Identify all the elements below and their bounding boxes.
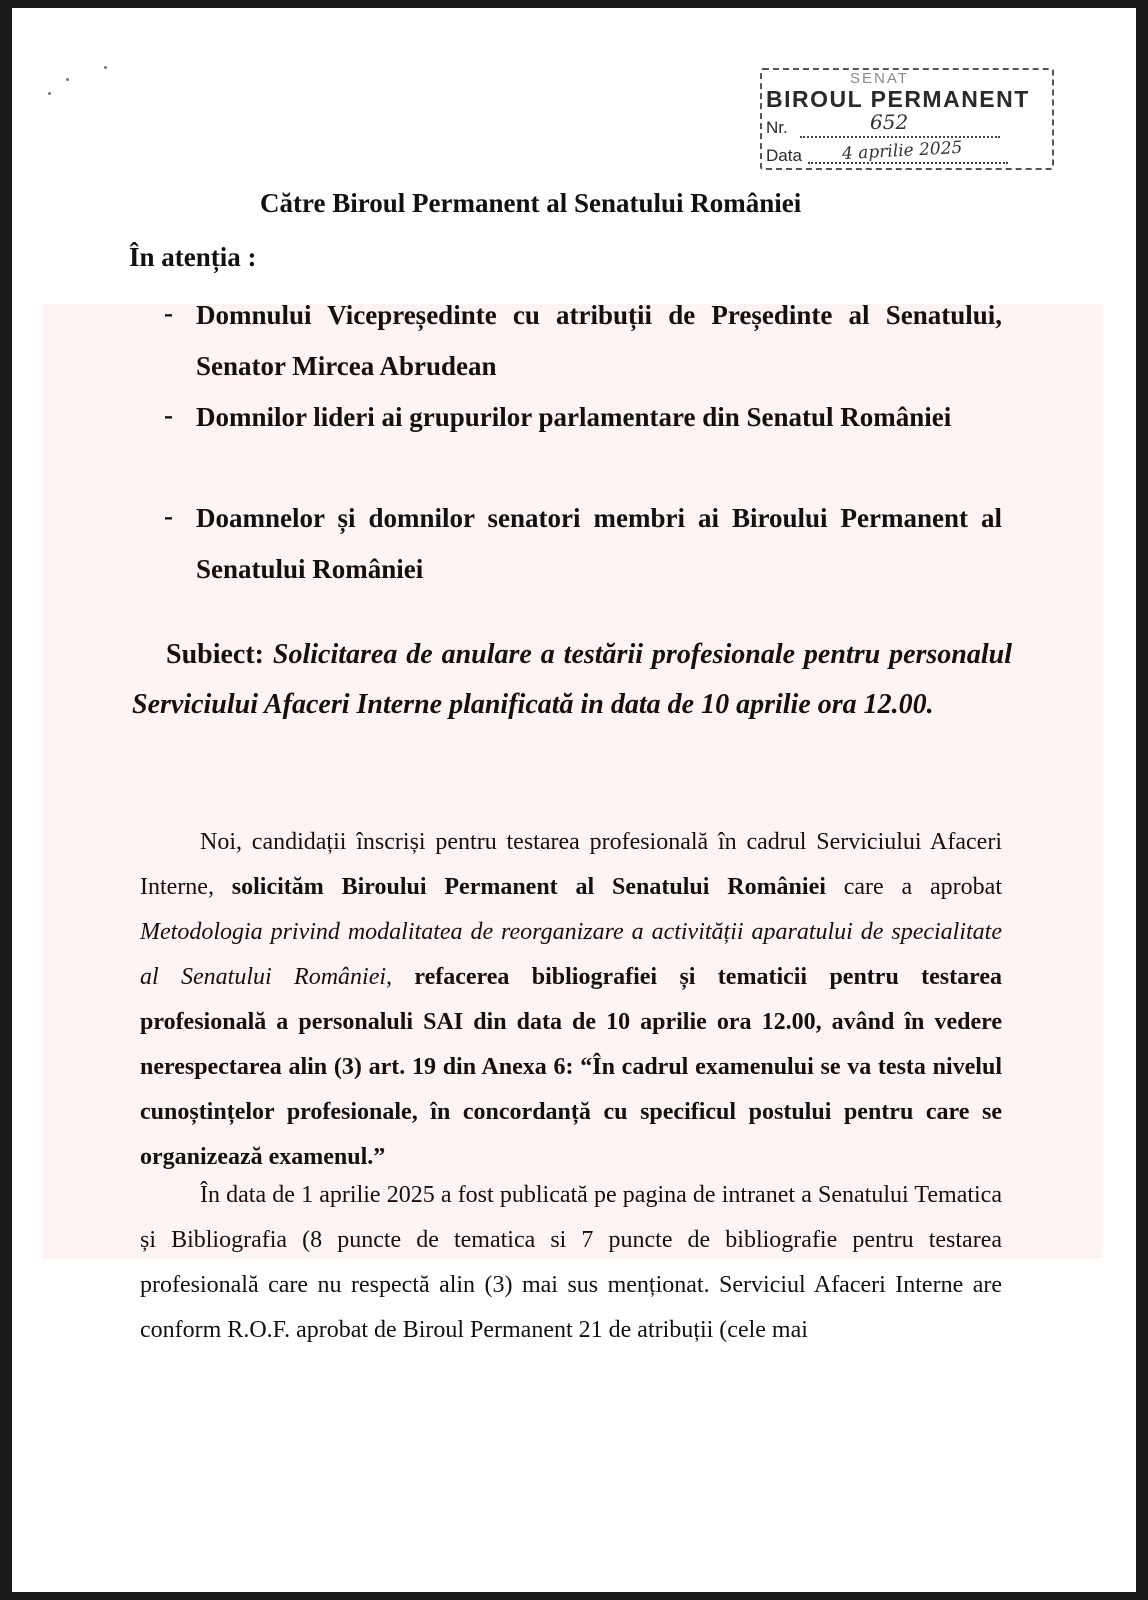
recipient-bullet: - [164, 400, 173, 430]
attention-label: În atenția : [129, 242, 257, 272]
recipient-bullet: - [164, 298, 173, 328]
registration-stamp [760, 58, 1056, 178]
recipient-bullet: - [164, 501, 173, 531]
stamp-date-label: Data [766, 146, 802, 165]
recipient-item: Doamnelor și domnilor senatori membri ai Biroului Permanent al Senatului României [196, 503, 1002, 584]
scan-speck [104, 66, 107, 69]
stamp-nr-label: Nr. [766, 118, 788, 137]
paragraph-request [140, 820, 1002, 1180]
paragraph-bold-text: refacerea bibliografiei și tematicii pentru testarea profesională a personaluli SAI din data de 10 aprilie ora 12.00, având în vedere nerespectarea alin (3) art. 19 din Anexa 6: “În cadrul examenului se va testa nivelul cunoștințelor profesionale, în concordanță cu specificul postului pentru care se organizează examenul.” [140, 964, 1002, 1170]
stamp-date-value: 4 aprilie 2025 [841, 137, 963, 165]
stamp-date-line [808, 162, 1008, 164]
stamp-nr-value: 652 [870, 110, 909, 134]
addressee-heading: Către Biroul Permanent al Senatului României [260, 188, 802, 218]
subject-text: Solicitarea de anulare a testării profesionale pentru personalul Serviciului Afaceri Interne planificată in data de 10 aprilie ora 12.00. [132, 639, 1013, 720]
paragraph-context: În data de 1 aprilie 2025 a fost publicată pe pagina de intranet a Senatului Tematica și Bibliografia (8 puncte de tematica si 7 puncte de bibliografie pentru testarea profesională care nu respectă alin (3) mai sus menționat. Serviciul Afaceri Interne are conform R.O.F. aprobat de Biroul Permanent 21 de atribuții (cele mai [140, 1182, 1002, 1343]
recipient-item: Domnului Vicepreședinte cu atribuții de Președinte al Senatului, Senator Mircea Abrudean [196, 300, 1002, 381]
paragraph-text: Noi, candidații înscriși pentru testarea profesională în cadrul Serviciului Afaceri Interne, [140, 829, 1002, 900]
subject-label: Subiect: [166, 639, 264, 670]
paragraph-text: care a aprobat [825, 874, 1002, 900]
recipient-item: Domnilor lideri ai grupurilor parlamentare din Senatul României [196, 402, 952, 432]
stamp-header: SENAT [850, 70, 909, 87]
stamp-title: BIROUL PERMANENT [766, 86, 1030, 112]
subject-block [132, 630, 1012, 730]
stamp-nr-line [800, 136, 1000, 138]
scan-speck [66, 78, 69, 81]
scan-speck [48, 92, 51, 95]
paragraph-bold-text: solicităm Biroului Permanent al Senatului României [231, 874, 826, 900]
document-page [12, 8, 1136, 1592]
paragraph-italic-text: Metodologia privind modalitatea de reorganizare a activității aparatului de specialitate al Senatului României, [140, 919, 1002, 990]
